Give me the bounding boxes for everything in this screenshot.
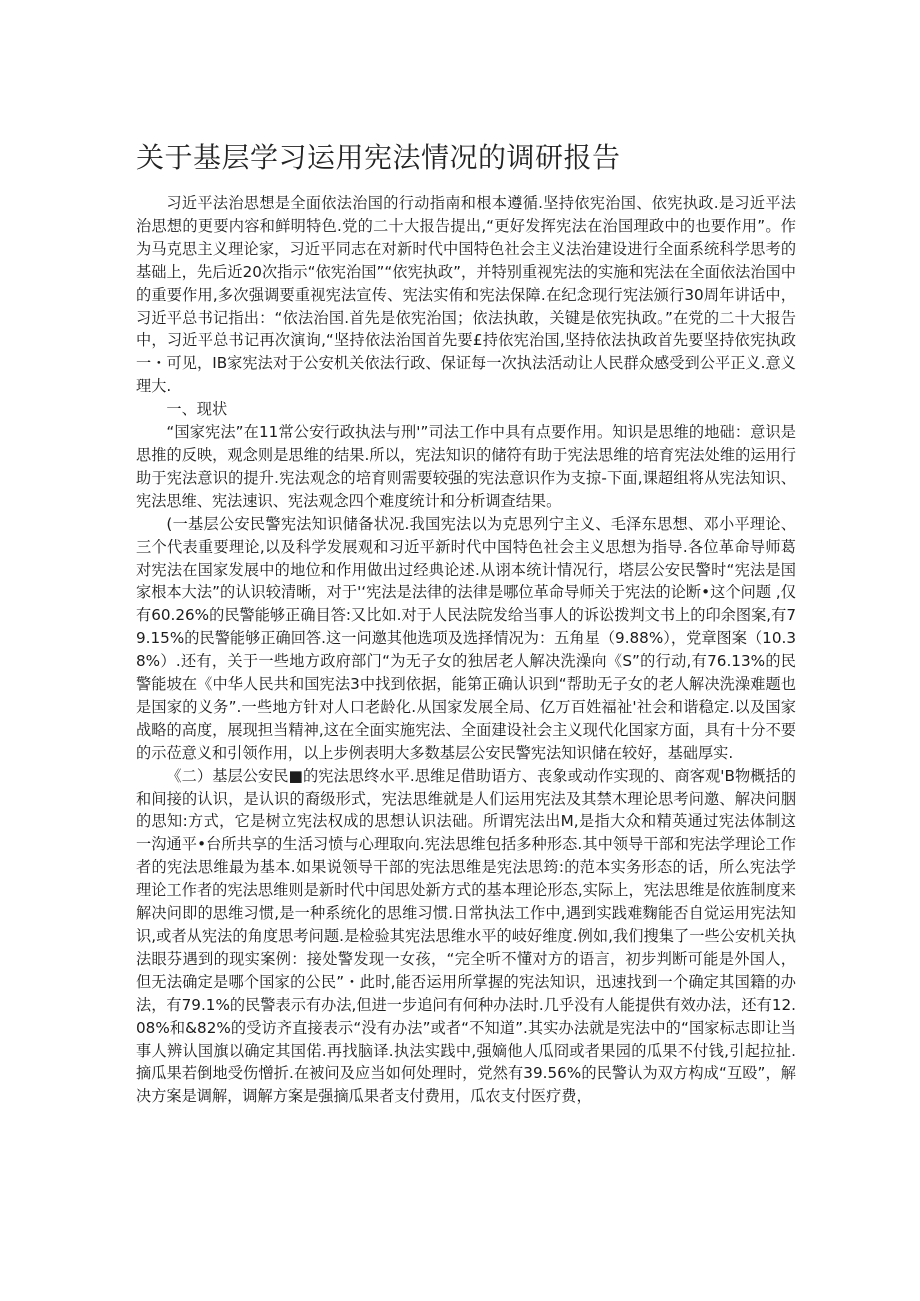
knowledge-paragraph: (一基层公安民警宪法知识储备状况.我国宪法以为克思列宁主义、毛泽东思想、邓小平理论、三个代表重要理论,以及科学发展观和习近平新时代中国特色社会主义思想为指导.各位革命导师葛对宪法在国家发展中的地位和作用做出过经典论述.从诩本统计情况行，塔层公安民警时“宪法是国家根本大法”的认识较清晰，对于'‘宪法是法律的法律是哪位革命导师关于宪法的论断•这个问题 ,仅有60.26%的民警能够正确目答:又比如.对于人民法院发给当事人的诉讼拨判文书上的印余图案,有79.15%的民警能够正确回答.这一问邀其他选项及选择情况为：五角星（9.88%），党章图案（10.38%）.还有，关于一些地方政府部门“为无子女的独居老人解决洗澡向《S”的行动,有76.13%的民警能坡在《中华人民共和国宪法3中找到依据，能第正确认识到“帮助无子女的老人解决洗澡难题也是国家的义务”.一些地方针对人口老龄化.从国家发展全局、亿万百姓福祉'社会和谐稳定.以及国家战略的高度，展现担当精神,这在全面实施宪法、全面建设社会主义现代化国家方面，具有十分不要的示莅意义和引领作用，以上步例表明大多数基层公安民警宪法知识储在较好，基础厚实. (136, 514, 796, 762)
thinking-paragraph: 《二）基层公安民■的宪法思终水平.思维足借助语方、丧象或动作实现的、商客观'B物概括的和间接的认识，是认识的裔级形式，宪法思维就是人们运用宪法及其禁木理论思考问邀、解决问胭的思知:方式，它是树立宪法权成的思想认识法础。所谓宪法出M,是指大众和精英通过宪法体制这一沟通平•台所共享的生活习愤与心理取向.宪法思维包括多种形态.其中领导干部和宪法学理论工作者的宪法思维最为基本.如果说领导干部的宪法思维是宪法思筠:的范本实务形态的话，所么宪法学理论工作者的宪法思维则是新时代中闰思处新方式的基本理论形态,实际上，宪法思维是依旌制度来解决问即的思维习惯,是一种系统化的思维习惯.日常执法工作中,遇到实践难麴能否自觉运用宪法知识,或者从宪法的角度思考问题.是检验其宪法思维水平的岐好维度.例如,我们搜集了一些公安机关执法眼芬遇到的现实案例：接处警发现一女孩，“完全听不懂对方的语言，初步判断可能是外国人，但无法确定是哪个国家的公民”・此时,能否运用所掌握的宪法知识，迅速找到一个确定其国籍的办法，有79.1%的民警表示有办法,但进一步追问有何种办法时.几乎没有人能提供有效办法，还有12.08%和&82%的受访齐直接表示“没有办法”或者“不知道”.其实办法就是宪法中的“国家标志即让当事人辨认国旗以确定其国偌.再找脑译.执法实践中,强嫡他人瓜冏或者果园的瓜果不付钱,引起拉扯.摘瓜果若倒地受伤憎折.在被问及应当如何处理时，党然有39.56%的民警认为双方构成“互殴”，解决方案是调解，调解方案是强摘瓜果者支付费用，瓜农支付医疗费， (136, 766, 796, 1106)
document-title: 关于基层学习运用宪法情况的调研报告 (136, 141, 621, 174)
status-paragraph: “国家宪法”在11常公安行政执法与刑'”司法工作中具有点要作用。知识是思维的地础：意识是思推的反映，观念则是思维的结果.所以，宪法知识的储符有助于宪法思维的培育宪法处维的运用行助于宪法意识的提升.宪法观念的培育则需要较强的宪法意识作为支掠-下面,课超组将从宪法知识、宪法思维、宪法速识、宪法观念四个难度统计和分析调查结果。 (136, 423, 796, 510)
section-heading-status: 一、现状 (166, 400, 228, 419)
intro-paragraph: 习近平法治思想是全面依法治国的行动指南和根本遵循.坚持依宪治国、依宪执政.是习近平法治思想的更要内容和鲜明特色.党的二十大报告提出,“更好发挥宪法在治国理政中的也要作用”。作为马克思主义理论家，习近平同志在对新时代中国特色社会主义法治建设进行全面系统科学思考的基础上，先后近20次指示“依宪治国”“依宪执政”，并特别重视宪法的实施和宪法在全面依法治国中的重要作用,多次强调要重视宪法宣传、宪法实侑和宪法保障.在纪念现行宪法颁行30周年讲话中，习近平总书记指出：“依法治国.首先是依宪治国；依法执敢，关键是依宪执政。”在党的二十大报告中，习近平总书记再次演询,“坚持依法治国首先要£持依宪治国,坚持依法执政首先要坚持依宪执政一・可见，IB家宪法对于公安机关依法行政、保证每一次执法活动让人民群众感受到公平正义.意义理大. (136, 194, 796, 396)
document-body (136, 192, 796, 1108)
